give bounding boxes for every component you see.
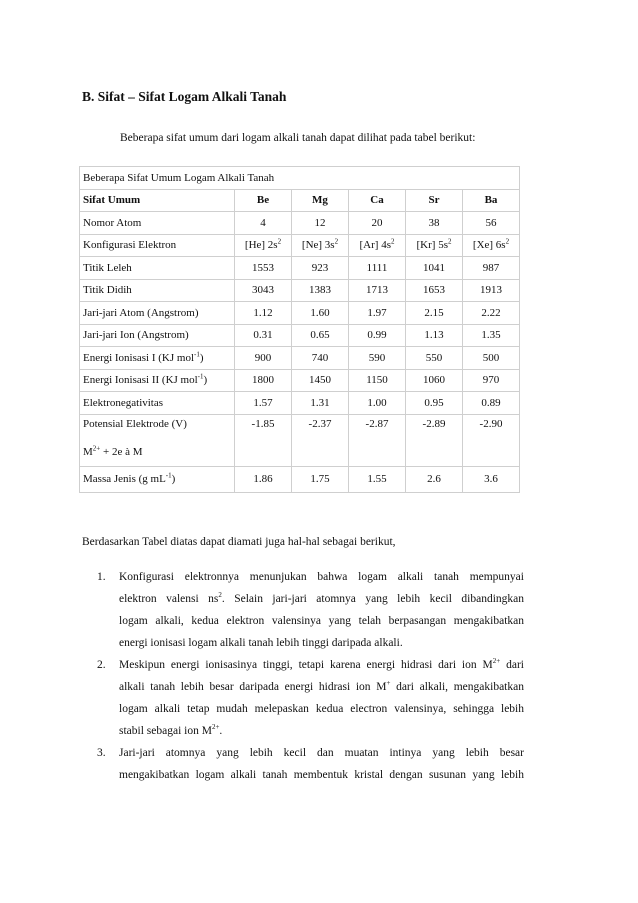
cell-value: 1.60 — [292, 302, 349, 325]
cell-value: 970 — [463, 369, 520, 392]
table-caption-row — [80, 167, 520, 190]
cell-value: [Ar] $4s^2$ — [349, 234, 406, 257]
row-label: Energi Ionisasi II (KJ mol$^{-1}$) — [80, 369, 235, 392]
cell-value: 1.57 — [235, 392, 292, 415]
cell-value: -2.89 — [406, 414, 463, 466]
cell-value: 2.15 — [406, 302, 463, 325]
cell-value: 1713 — [349, 279, 406, 302]
cell-value: 1041 — [406, 257, 463, 280]
header-ba: Ba — [463, 189, 520, 212]
cell-value: 0.95 — [406, 392, 463, 415]
cell-value: [Xe] $6s^2$ — [463, 234, 520, 257]
header-mg: Mg — [292, 189, 349, 212]
cell-value: 1.55 — [349, 466, 406, 492]
row-label: Energi Ionisasi I (KJ mol$^{-1}$) — [80, 347, 235, 370]
cell-value: 1913 — [463, 279, 520, 302]
cell-value: [Kr] $5s^2$ — [406, 234, 463, 257]
item-line: Jari-jari atomnya yang lebih kecil dan muatan intinya yang lebih besar — [119, 747, 524, 759]
row-label: Jari-jari Atom (Angstrom) — [80, 302, 235, 325]
cell-value: [He] $2s^2$ — [235, 234, 292, 257]
cell-value: 1653 — [406, 279, 463, 302]
table-row — [80, 466, 520, 492]
table-row — [80, 414, 520, 466]
cell-value: 923 — [292, 257, 349, 280]
table-row — [80, 324, 520, 347]
cell-value: 12 — [292, 212, 349, 235]
item-line: logam alkali tetap mudah melepaskan kedua electron valensinya, sehingga lebih — [119, 703, 524, 715]
list-item — [82, 654, 524, 742]
item-number: 2. — [97, 659, 106, 671]
alkaline-earth-properties-table — [79, 166, 520, 493]
lead-sentence: Berdasarkan Tabel diatas dapat diamati juga hal-hal sebagai berikut, — [82, 536, 396, 548]
header-property: Sifat Umum — [80, 189, 235, 212]
header-sr: Sr — [406, 189, 463, 212]
row-label: Elektronegativitas — [80, 392, 235, 415]
cell-value: 1.86 — [235, 466, 292, 492]
cell-value: 1553 — [235, 257, 292, 280]
item-line: logam alkali, kedua elektron valensinya yang telah berpasangan mengakibatkan — [119, 615, 524, 627]
header-be: Be — [235, 189, 292, 212]
cell-value: 1.75 — [292, 466, 349, 492]
row-label: Titik Didih — [80, 279, 235, 302]
table-row — [80, 234, 520, 257]
cell-value: 1150 — [349, 369, 406, 392]
cell-value: 1060 — [406, 369, 463, 392]
row-label: Jari-jari Ion (Angstrom) — [80, 324, 235, 347]
cell-value: 38 — [406, 212, 463, 235]
cell-value: 900 — [235, 347, 292, 370]
cell-value: 1383 — [292, 279, 349, 302]
item-line: Konfigurasi elektronnya menunjukan bahwa logam alkali tanah mempunyai — [119, 571, 524, 583]
item-line: energi ionisasi logam alkali tanah lebih tinggi daripada alkali. — [119, 637, 403, 649]
cell-value: 1800 — [235, 369, 292, 392]
cell-value: -2.37 — [292, 414, 349, 466]
observation-list — [82, 566, 524, 786]
cell-value: 56 — [463, 212, 520, 235]
item-line: elektron valensi $ns^2$. Selain jari-jari atomnya yang lebih kecil dibandingkan — [119, 591, 524, 605]
cell-value: 500 — [463, 347, 520, 370]
table-row — [80, 369, 520, 392]
cell-value: -2.87 — [349, 414, 406, 466]
cell-value: 2.22 — [463, 302, 520, 325]
header-ca: Ca — [349, 189, 406, 212]
list-item — [82, 742, 524, 786]
section-heading: B. Sifat – Sifat Logam Alkali Tanah — [82, 89, 287, 104]
table-row — [80, 302, 520, 325]
cell-value: 1.13 — [406, 324, 463, 347]
cell-value: 20 — [349, 212, 406, 235]
cell-value: 0.31 — [235, 324, 292, 347]
table-header-row — [80, 189, 520, 212]
cell-value: [Ne] $3s^2$ — [292, 234, 349, 257]
cell-value: -1.85 — [235, 414, 292, 466]
table-caption: Beberapa Sifat Umum Logam Alkali Tanah — [80, 167, 520, 190]
row-label: Titik Leleh — [80, 257, 235, 280]
row-label: Nomor Atom — [80, 212, 235, 235]
intro-paragraph: Beberapa sifat umum dari logam alkali tanah dapat dilihat pada tabel berikut: — [120, 132, 476, 144]
list-item — [82, 566, 524, 654]
cell-value: 1.35 — [463, 324, 520, 347]
cell-value: 4 — [235, 212, 292, 235]
cell-value: 590 — [349, 347, 406, 370]
row-label: Konfigurasi Elektron — [80, 234, 235, 257]
item-line: Meskipun energi ionisasinya tinggi, tetapi karena energi hidrasi dari ion $M^{2+}$ dari — [119, 657, 524, 671]
table-row — [80, 392, 520, 415]
cell-value: 987 — [463, 257, 520, 280]
cell-value: 0.65 — [292, 324, 349, 347]
item-line: alkali tanah lebih besar daripada energi hidrasi ion M+ dari alkali, mengakibatkan — [119, 679, 524, 693]
cell-value: 1.12 — [235, 302, 292, 325]
cell-value: 3043 — [235, 279, 292, 302]
table-row — [80, 279, 520, 302]
table-row — [80, 257, 520, 280]
cell-value: 1.00 — [349, 392, 406, 415]
cell-value: 3.6 — [463, 466, 520, 492]
row-label: Potensial Elektrode (V) $M^{2+} + 2e$ à M — [80, 414, 235, 466]
item-line: stabil sebagai ion $M^{2+}$. — [119, 723, 223, 737]
table-row — [80, 212, 520, 235]
cell-value: 1.97 — [349, 302, 406, 325]
cell-value: 0.89 — [463, 392, 520, 415]
cell-value: 1450 — [292, 369, 349, 392]
cell-value: 2.6 — [406, 466, 463, 492]
item-line: mengakibatkan logam alkali tanah membentuk kristal dengan susunan yang lebih — [119, 769, 524, 781]
cell-value: 1.31 — [292, 392, 349, 415]
cell-value: 740 — [292, 347, 349, 370]
cell-value: 1111 — [349, 257, 406, 280]
cell-value: 0.99 — [349, 324, 406, 347]
item-number: 3. — [97, 747, 106, 759]
cell-value: -2.90 — [463, 414, 520, 466]
item-number: 1. — [97, 571, 106, 583]
table-row — [80, 347, 520, 370]
row-label: Massa Jenis (g $mL^{-1}$) — [80, 466, 235, 492]
cell-value: 550 — [406, 347, 463, 370]
